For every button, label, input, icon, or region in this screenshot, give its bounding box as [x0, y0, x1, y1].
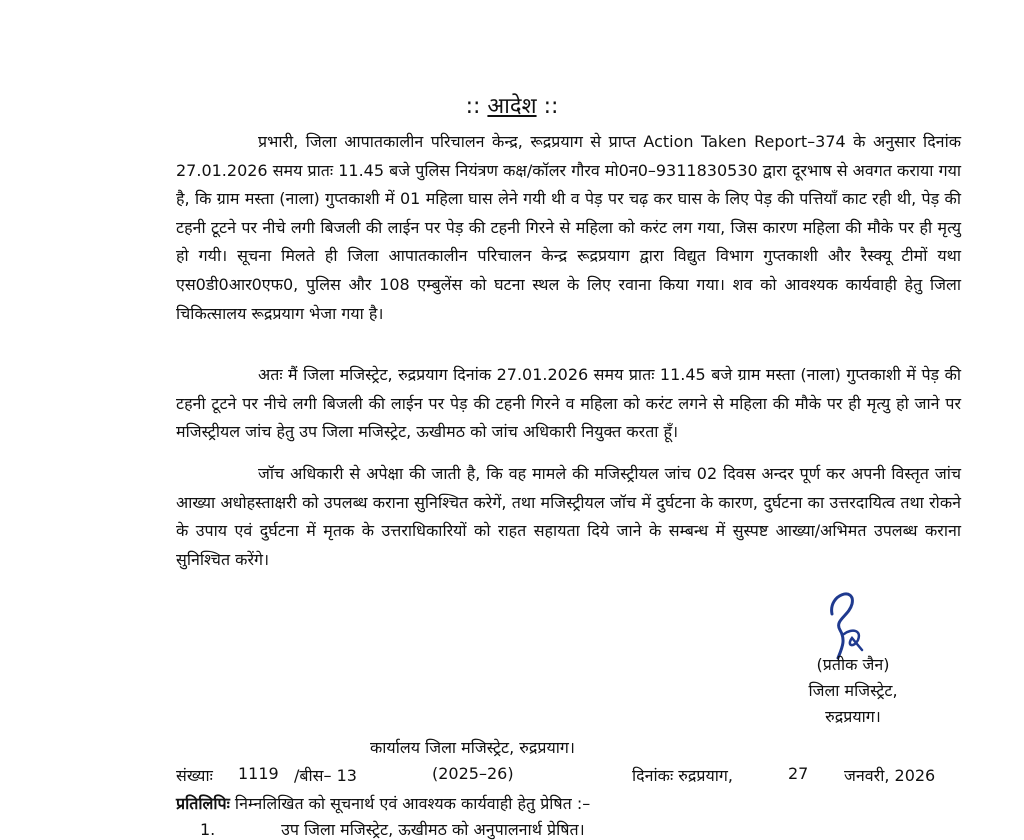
paragraph-instructions: जॉच अधिकारी से अपेक्षा की जाती है, कि वह मामले की मजिस्ट्रीयल जांच 02 दिवस अन्दर पूर्ण कर अपनी विस्तृत जांच आख्या अधोहस्ताक्षरी को उपलब्ध कराना सुनिश्चित करेगें, तथा मजिस्ट्रीयल जॉच में दुर्घटना के कारण, दुर्घटना का उत्तरदायित्व तथा रोकने के उपाय एवं दुर्घटना में मृतक के उत्तराधिकारियों को राहत सहायता दिये जाने के सम्बन्ध में सुस्पष्ट आख्या/अभिमत उपलब्ध कराना सुनिश्चित करेंगे। [176, 464, 961, 569]
signatory-name: (प्रतीक जैन) [816, 655, 890, 674]
signatory-block [778, 652, 928, 730]
copy-item [200, 818, 585, 840]
copy-label: प्रतिलिपिः [176, 794, 230, 813]
title-prefix: :: [465, 94, 481, 119]
copy-line [176, 792, 590, 814]
office-line: कार्यालय जिला मजिस्ट्रेट, रुद्रप्रयाग। [370, 738, 575, 757]
signatory-place: रुद्रप्रयाग। [825, 707, 881, 726]
signatory-designation: जिला मजिस्ट्रेट, [808, 681, 898, 700]
copy-item-number: 1. [200, 820, 216, 839]
copy-item-text: उप जिला मजिस्ट्रेट, ऊखीमठ को अनुपालनार्थ प्रेषित। [281, 820, 585, 839]
reference-day: 27 [788, 764, 809, 783]
paragraph-incident-report: प्रभारी, जिला आपातकालीन परिचालन केन्द्र, रूद्रप्रयाग से प्राप्त Action Taken Report–374 के अनुसार दिनांक 27.01.2026 समय प्रातः 11.45 बजे पुलिस नियंत्रण कक्ष/कॉलर गौरव मो0न0–9311830530 द्वारा दूरभाष से अवगत कराया गया है, कि ग्राम मस्ता (नाला) गुप्तकाशी में 01 महिला घास लेने गयी थी व पेड़ पर चढ़ कर घास के लिए पेड़ की पत्तियॉं काट रही थी, पेड़ की टहनी टूटने पर नीचे लगी बिजली की लाईन पर पेड़ की टहनी गिरने से महिला को करंट लग गया, जिस कारण महिला की मौके पर ही मृत्यु हो गयी। सूचना मिलते ही जिला आपातकालीन परिचालन केन्द्र रूद्रप्रयाग द्वारा विद्युत विभाग गुप्तकाशी और रैस्क्यू टीमों यथा एस0डी0आर0एफ0, पुलिस और 108 एम्बुलेंस को घटना स्थल के लिए रवाना किया गया। शव को आवश्यक कार्यवाही हेतु जिला चिकित्सालय रूद्रप्रयाग भेजा गया है। [176, 132, 961, 323]
paragraph-appointment: अतः मैं जिला मजिस्ट्रेट, रुद्रप्रयाग दिनांक 27.01.2026 समय प्रातः 11.45 बजे ग्राम मस्ता (नाला) गुप्तकाशी में पेड़ की टहनी टूटने पर नीचे लगी बिजली की लाईन पर पेड़ की टहनी गिरने व महिला को करंट लगने से महिला की मौके पर ही मृत्यु हो जाने पर मजिस्ट्रीयल जांच हेतु उप जिला मजिस्ट्रेट, ऊखीमठ को जांच अधिकारी नियुक्त करता हूँ। [176, 365, 961, 442]
copy-text: निम्नलिखित को सूचनार्थ एवं आवश्यक कार्यवाही हेतु प्रेषित :– [234, 794, 591, 813]
order-title [0, 90, 1024, 120]
reference-number: 1119 [238, 764, 279, 783]
reference-number-label: संख्याः [176, 766, 213, 785]
title-text: आदेश [487, 94, 537, 119]
reference-year: (2025–26) [432, 764, 514, 783]
reference-date-label: दिनांकः रुद्रप्रयाग, [632, 766, 733, 785]
title-suffix: :: [543, 94, 559, 119]
reference-section: /बीस– 13 [294, 766, 357, 785]
reference-month-year: जनवरी, 2026 [844, 766, 936, 785]
reference-line [176, 764, 966, 790]
